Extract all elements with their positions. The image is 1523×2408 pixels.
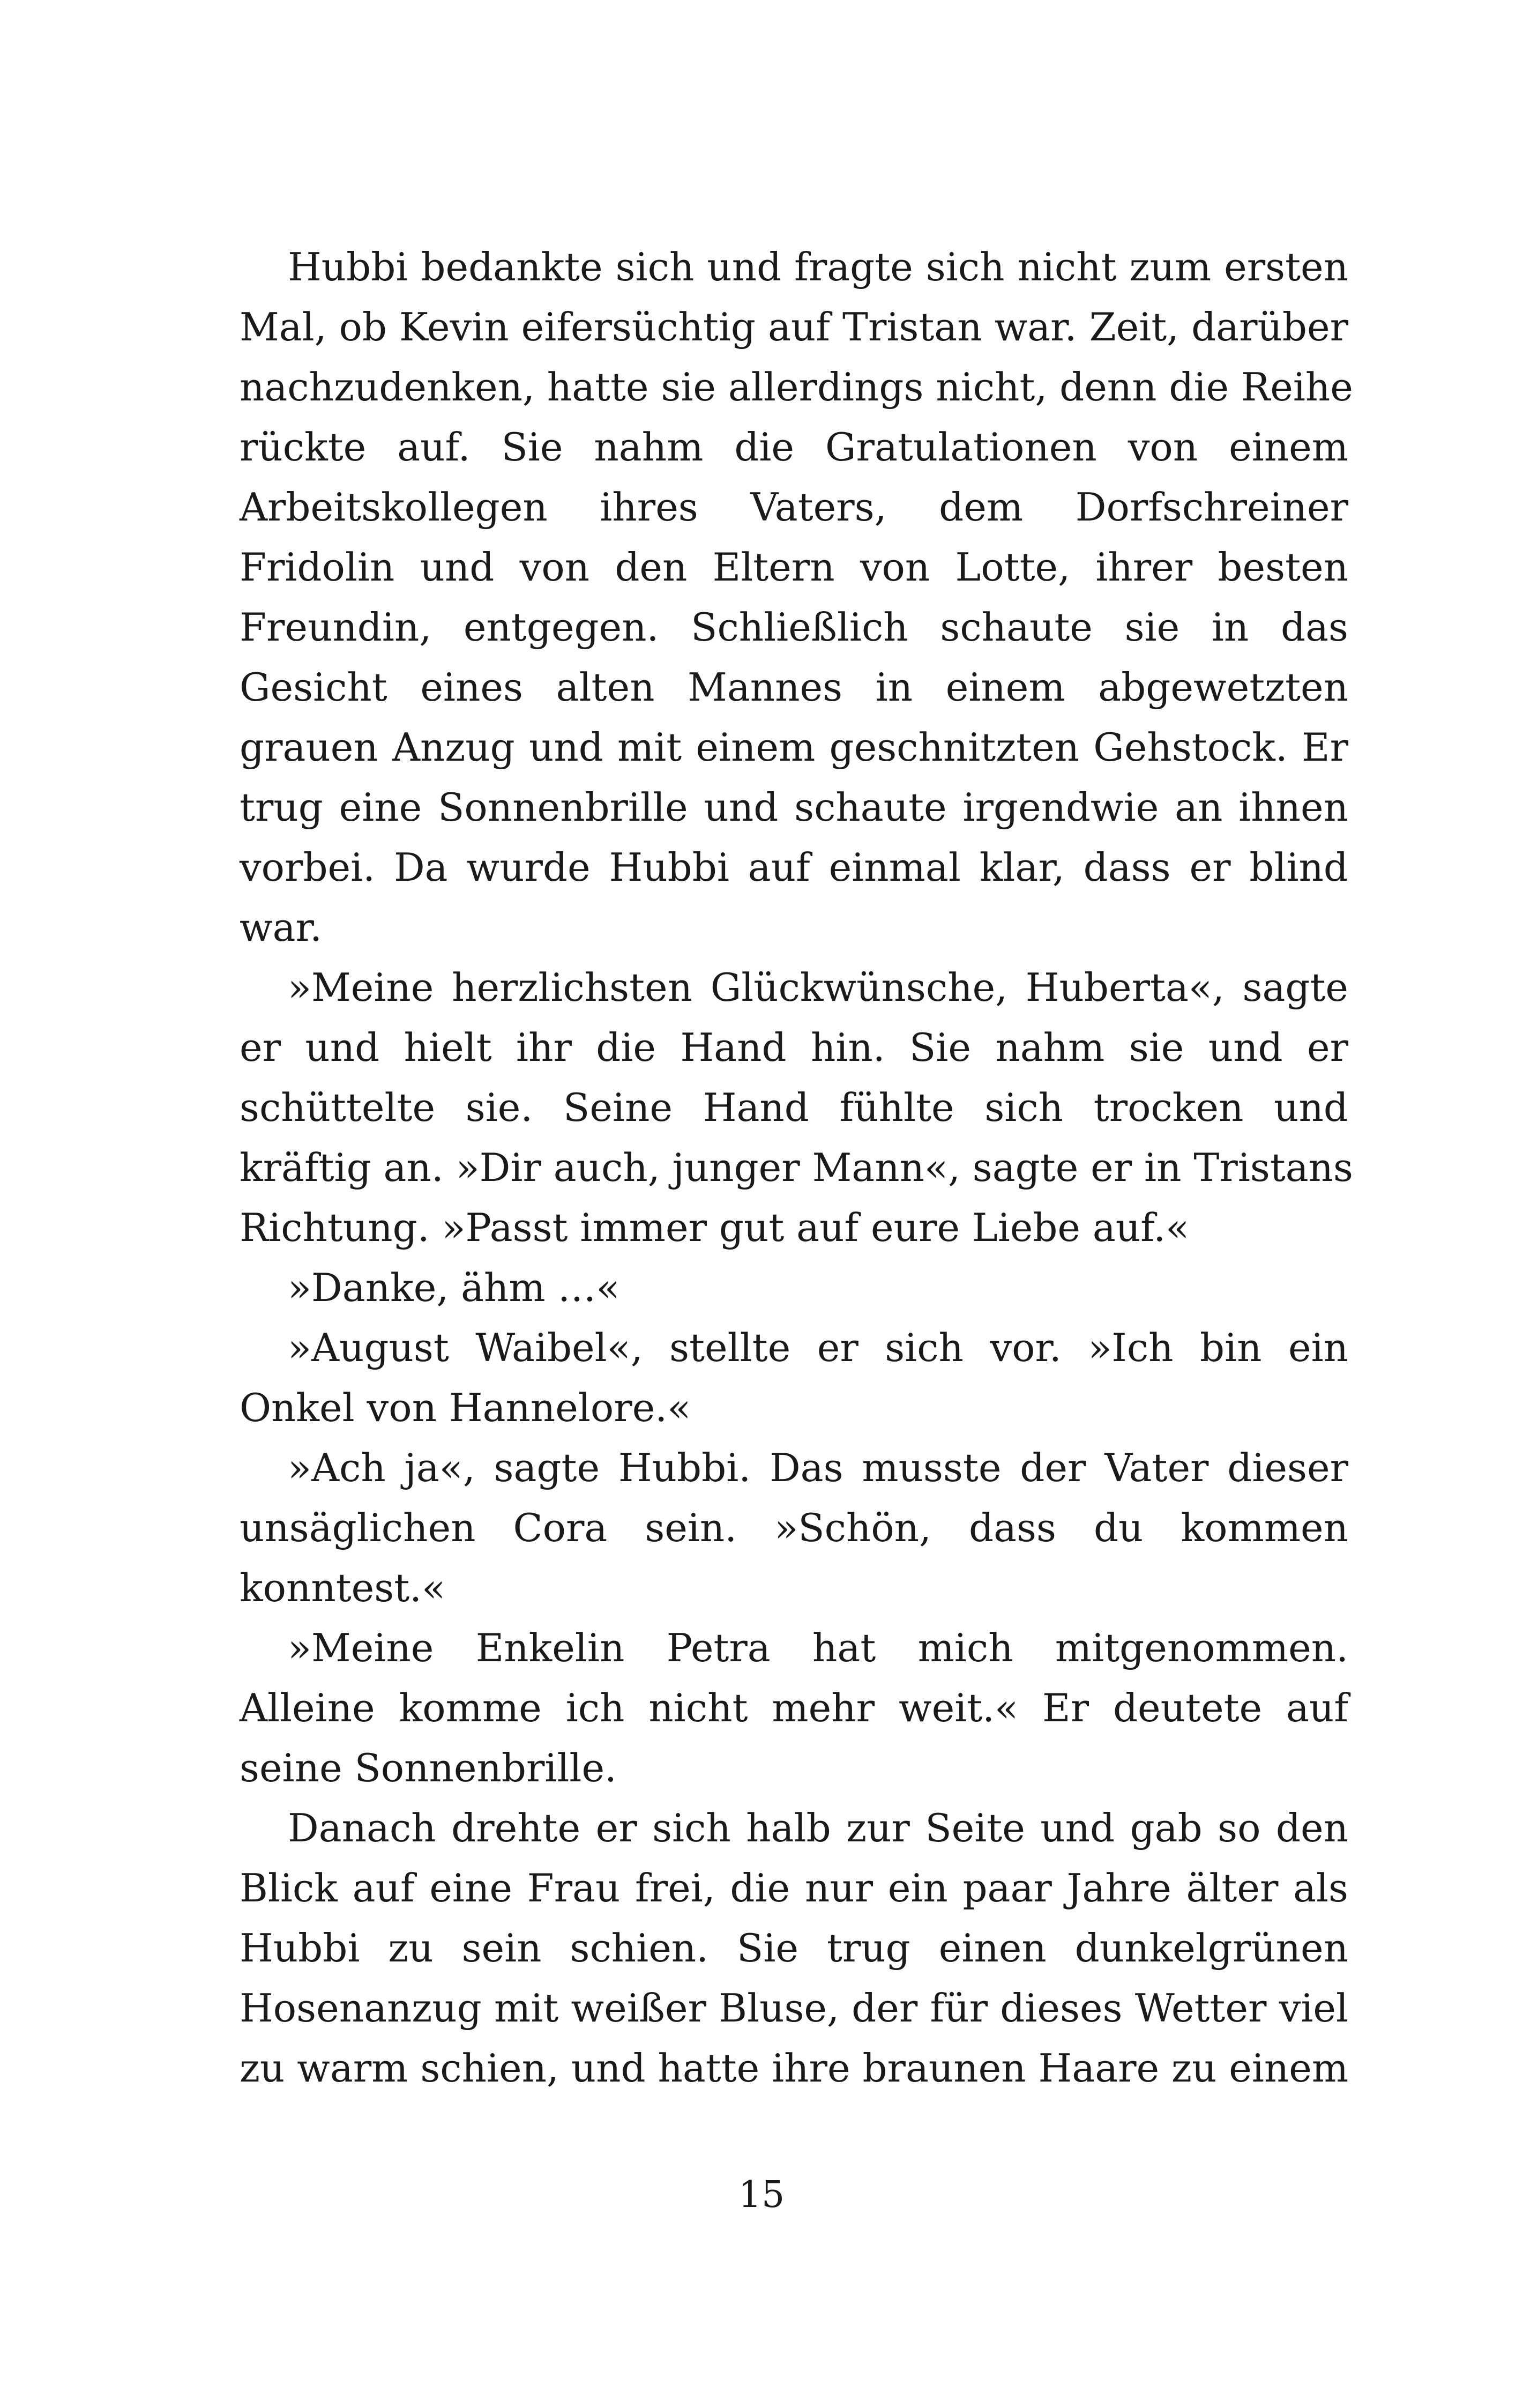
text-line: zu warm schien, und hatte ihre braunen Haare zu einem — [240, 2046, 1349, 2091]
paragraph — [240, 1438, 1348, 1618]
text-line: unsäglichen Cora sein. »Schön, dass du kommen — [240, 1505, 1348, 1550]
text-line: seine Sonnenbrille. — [240, 1745, 617, 1790]
text-line: Gesicht eines alten Mannes in einem abgewetzten — [240, 665, 1348, 710]
text-line: nachzudenken, hatte sie allerdings nicht, denn die Reihe — [240, 365, 1353, 410]
text-line: Richtung. »Passt immer gut auf eure Liebe auf.« — [240, 1205, 1190, 1250]
text-line: grauen Anzug und mit einem geschnitzten Gehstock. Er — [240, 725, 1348, 770]
text-line: er und hielt ihr die Hand hin. Sie nahm sie und er — [240, 1025, 1348, 1070]
text-line: vorbei. Da wurde Hubbi auf einmal klar, dass er blind — [240, 845, 1348, 890]
paragraph — [240, 1318, 1348, 1438]
text-line: »Ach ja«, sagte Hubbi. Das musste der Vater dieser — [288, 1445, 1348, 1490]
text-line: »Meine herzlichsten Glückwünsche, Huberta«, sagte — [288, 965, 1348, 1010]
body-text — [240, 237, 1353, 2098]
text-line: Fridolin und von den Eltern von Lotte, ihrer besten — [240, 545, 1348, 590]
paragraph — [240, 957, 1353, 1258]
text-line: Danach drehte er sich halb zur Seite und gab so den — [288, 1805, 1348, 1850]
text-line: schüttelte sie. Seine Hand fühlte sich trocken und — [240, 1085, 1348, 1130]
text-line: Hubbi bedankte sich und fragte sich nicht zum ersten — [288, 244, 1348, 289]
text-line: Blick auf eine Frau frei, die nur ein paar Jahre älter als — [240, 1866, 1348, 1911]
text-line: Mal, ob Kevin eifersüchtig auf Tristan war. Zeit, darüber — [240, 304, 1348, 350]
text-line: Hosenanzug mit weißer Bluse, der für dieses Wetter viel — [240, 1986, 1348, 2031]
paragraph — [240, 237, 1353, 957]
text-line: Alleine komme ich nicht mehr weit.« Er deutete auf — [240, 1685, 1348, 1730]
text-line: »August Waibel«, stellte er sich vor. »Ich bin ein — [288, 1325, 1348, 1370]
text-line: Arbeitskollegen ihres Vaters, dem Dorfschreiner — [240, 485, 1348, 530]
page-number: 15 — [738, 2174, 785, 2216]
text-line: konntest.« — [240, 1565, 446, 1610]
text-line: kräftig an. »Dir auch, junger Mann«, sagte er in Tristans — [240, 1145, 1353, 1190]
text-line: rückte auf. Sie nahm die Gratulationen von einem — [240, 425, 1348, 470]
text-line: Hubbi zu sein schien. Sie trug einen dunkelgrünen — [240, 1926, 1348, 1971]
text-line: Freundin, entgegen. Schließlich schaute sie in das — [240, 605, 1348, 650]
text-line: Onkel von Hannelore.« — [240, 1385, 691, 1430]
paragraph — [240, 1258, 1348, 1318]
text-line: war. — [240, 905, 322, 950]
text-line: trug eine Sonnenbrille und schaute irgendwie an ihnen — [240, 785, 1348, 830]
paragraph — [240, 1618, 1348, 1798]
text-line: »Meine Enkelin Petra hat mich mitgenommen. — [288, 1625, 1348, 1670]
paragraph — [240, 1798, 1348, 2098]
text-line: »Danke, ähm …« — [288, 1265, 620, 1310]
